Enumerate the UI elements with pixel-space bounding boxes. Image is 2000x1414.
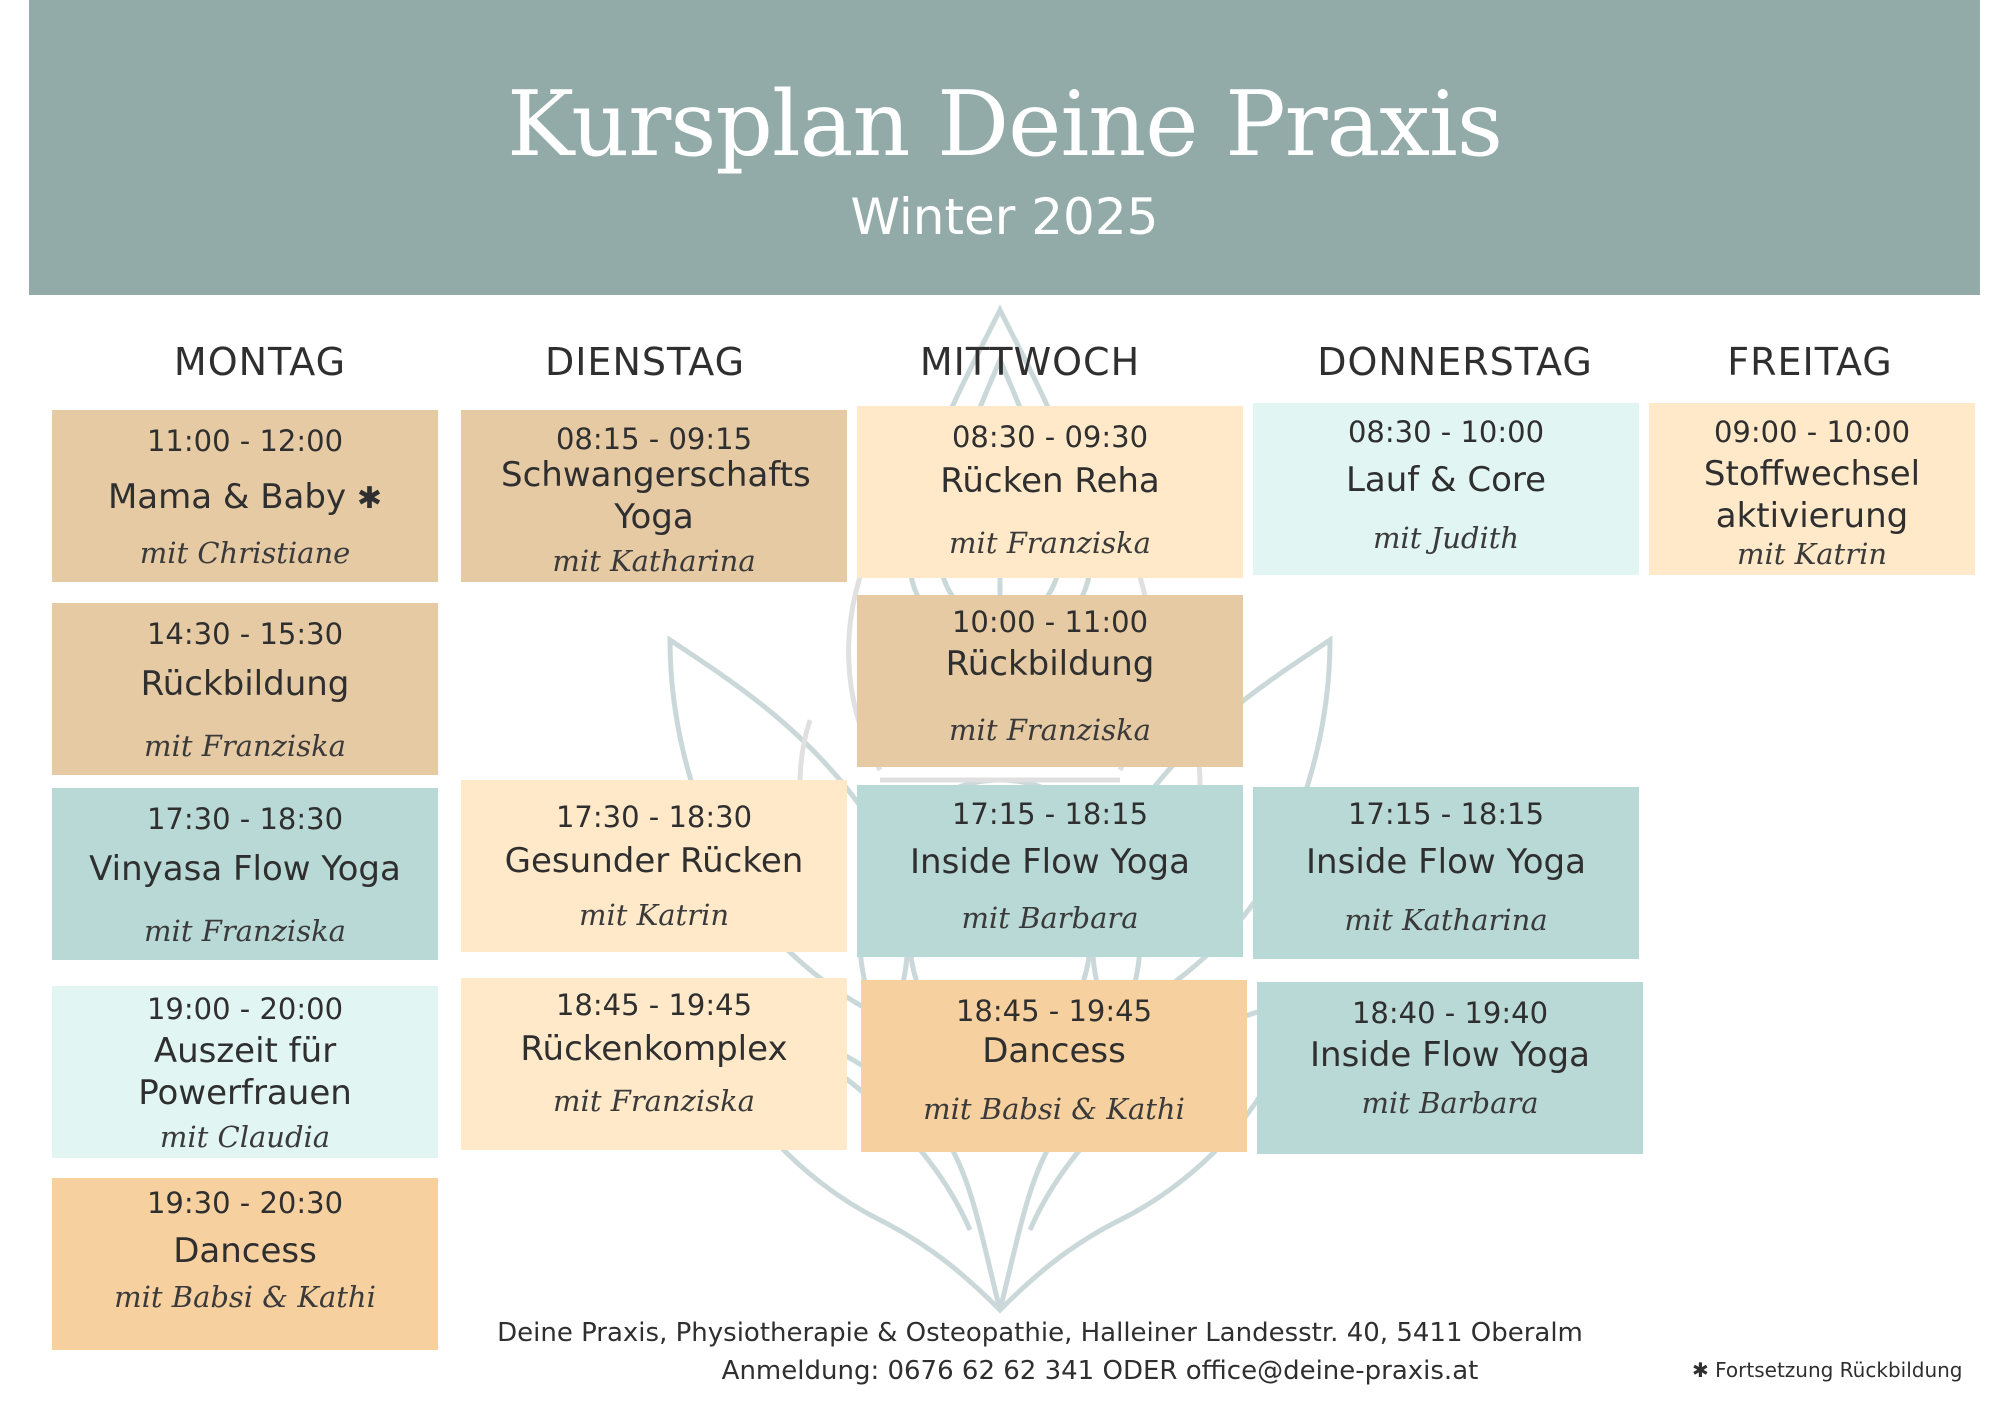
course-card-inside-flow-do1 — [1253, 787, 1639, 959]
course-teacher: mit Katrin — [578, 898, 730, 932]
day-header-wednesday: MITTWOCH — [919, 340, 1141, 384]
course-card-gesunder-ruecken — [461, 780, 847, 952]
footnote — [1692, 1358, 1963, 1382]
course-teacher: mit Babsi & Kathi — [923, 1092, 1185, 1126]
page-subtitle: Winter 2025 — [850, 188, 1159, 246]
course-time: 18:45 - 19:45 — [955, 994, 1153, 1028]
course-teacher: mit Judith — [1372, 521, 1520, 555]
course-name: Schwangerschafts Yoga — [501, 455, 811, 537]
course-teacher: mit Christiane — [139, 536, 351, 570]
course-teacher: mit Franziska — [144, 729, 346, 763]
course-name: Inside Flow Yoga — [1306, 842, 1586, 882]
course-teacher: mit Barbara — [961, 901, 1139, 935]
course-time: 18:45 - 19:45 — [555, 988, 753, 1022]
course-time: 08:30 - 09:30 — [951, 420, 1149, 454]
course-teacher: mit Franziska — [949, 526, 1151, 560]
course-name: Rückbildung — [945, 644, 1155, 684]
day-header-friday: FREITAG — [1727, 340, 1893, 384]
course-time: 17:30 - 18:30 — [146, 802, 344, 836]
page-title: Kursplan Deine Praxis — [506, 72, 1503, 177]
course-card-dancess-mo — [52, 1178, 438, 1350]
day-header-thursday: DONNERSTAG — [1317, 340, 1593, 384]
course-name: Rücken Reha — [940, 461, 1160, 501]
course-time: 17:15 - 18:15 — [1347, 797, 1545, 831]
day-header-tuesday: DIENSTAG — [544, 340, 746, 384]
course-time: 17:15 - 18:15 — [951, 797, 1149, 831]
asterisk-icon: ✱ — [1692, 1358, 1709, 1382]
course-card-auszeit — [52, 986, 438, 1158]
course-time: 09:00 - 10:00 — [1713, 415, 1911, 449]
day-header-monday: MONTAG — [173, 340, 347, 384]
course-name: Lauf & Core — [1345, 460, 1547, 500]
course-card-rueckenkomplex — [461, 978, 847, 1150]
course-card-ruecken-reha — [857, 406, 1243, 578]
course-name: Auszeit für Powerfrauen — [138, 1031, 352, 1113]
course-card-stoffwechsel — [1649, 403, 1975, 575]
course-name: Vinyasa Flow Yoga — [89, 849, 401, 889]
course-name: Gesunder Rücken — [504, 841, 804, 881]
course-time: 18:40 - 19:40 — [1351, 996, 1549, 1030]
course-time: 08:15 - 09:15 — [555, 422, 753, 456]
course-time: 11:00 - 12:00 — [146, 424, 344, 458]
course-teacher: mit Barbara — [1361, 1086, 1539, 1120]
course-name: Rückbildung — [140, 664, 350, 704]
course-name: Rückenkomplex — [520, 1029, 788, 1069]
header-banner — [29, 0, 1980, 295]
course-card-vinyasa — [52, 788, 438, 960]
course-name: Inside Flow Yoga — [1310, 1035, 1590, 1075]
course-time: 19:00 - 20:00 — [146, 992, 344, 1026]
course-card-mama-baby — [52, 410, 438, 582]
course-name: Stoffwechsel aktivierung — [1703, 454, 1921, 536]
asterisk-icon: ✱ — [356, 481, 383, 516]
course-time: 14:30 - 15:30 — [146, 617, 344, 651]
course-teacher: mit Claudia — [159, 1120, 331, 1154]
course-teacher: mit Katrin — [1736, 537, 1888, 571]
course-card-dancess-mi — [861, 980, 1247, 1152]
course-time: 08:30 - 10:00 — [1347, 415, 1545, 449]
course-teacher: mit Babsi & Kathi — [114, 1280, 376, 1314]
course-card-lauf-core — [1253, 403, 1639, 575]
course-card-inside-flow-mi — [857, 785, 1243, 957]
footer-contact: Anmeldung: 0676 62 62 341 ODER office@deine-praxis.at — [721, 1356, 1479, 1386]
course-name: Inside Flow Yoga — [910, 842, 1190, 882]
course-card-rueckbildung-mi — [857, 595, 1243, 767]
course-teacher: mit Katharina — [1344, 903, 1548, 937]
course-time: 10:00 - 11:00 — [951, 605, 1149, 639]
course-teacher: mit Franziska — [144, 914, 346, 948]
course-card-schwangerschaftsyoga — [461, 410, 847, 582]
course-name: Dancess — [173, 1231, 317, 1271]
course-name: Mama & Baby ✱ — [107, 477, 383, 517]
course-card-inside-flow-do2 — [1257, 982, 1643, 1154]
course-card-rueckbildung-mo — [52, 603, 438, 775]
course-time: 19:30 - 20:30 — [146, 1186, 344, 1220]
footer-address: Deine Praxis, Physiotherapie & Osteopathie, Halleiner Landesstr. 40, 5411 Oberalm — [497, 1318, 1583, 1348]
course-name: Dancess — [982, 1031, 1126, 1071]
course-teacher: mit Franziska — [553, 1084, 755, 1118]
course-teacher: mit Katharina — [552, 544, 756, 578]
footnote-text: Fortsetzung Rückbildung — [1715, 1358, 1963, 1382]
course-teacher: mit Franziska — [949, 713, 1151, 747]
course-time: 17:30 - 18:30 — [555, 800, 753, 834]
